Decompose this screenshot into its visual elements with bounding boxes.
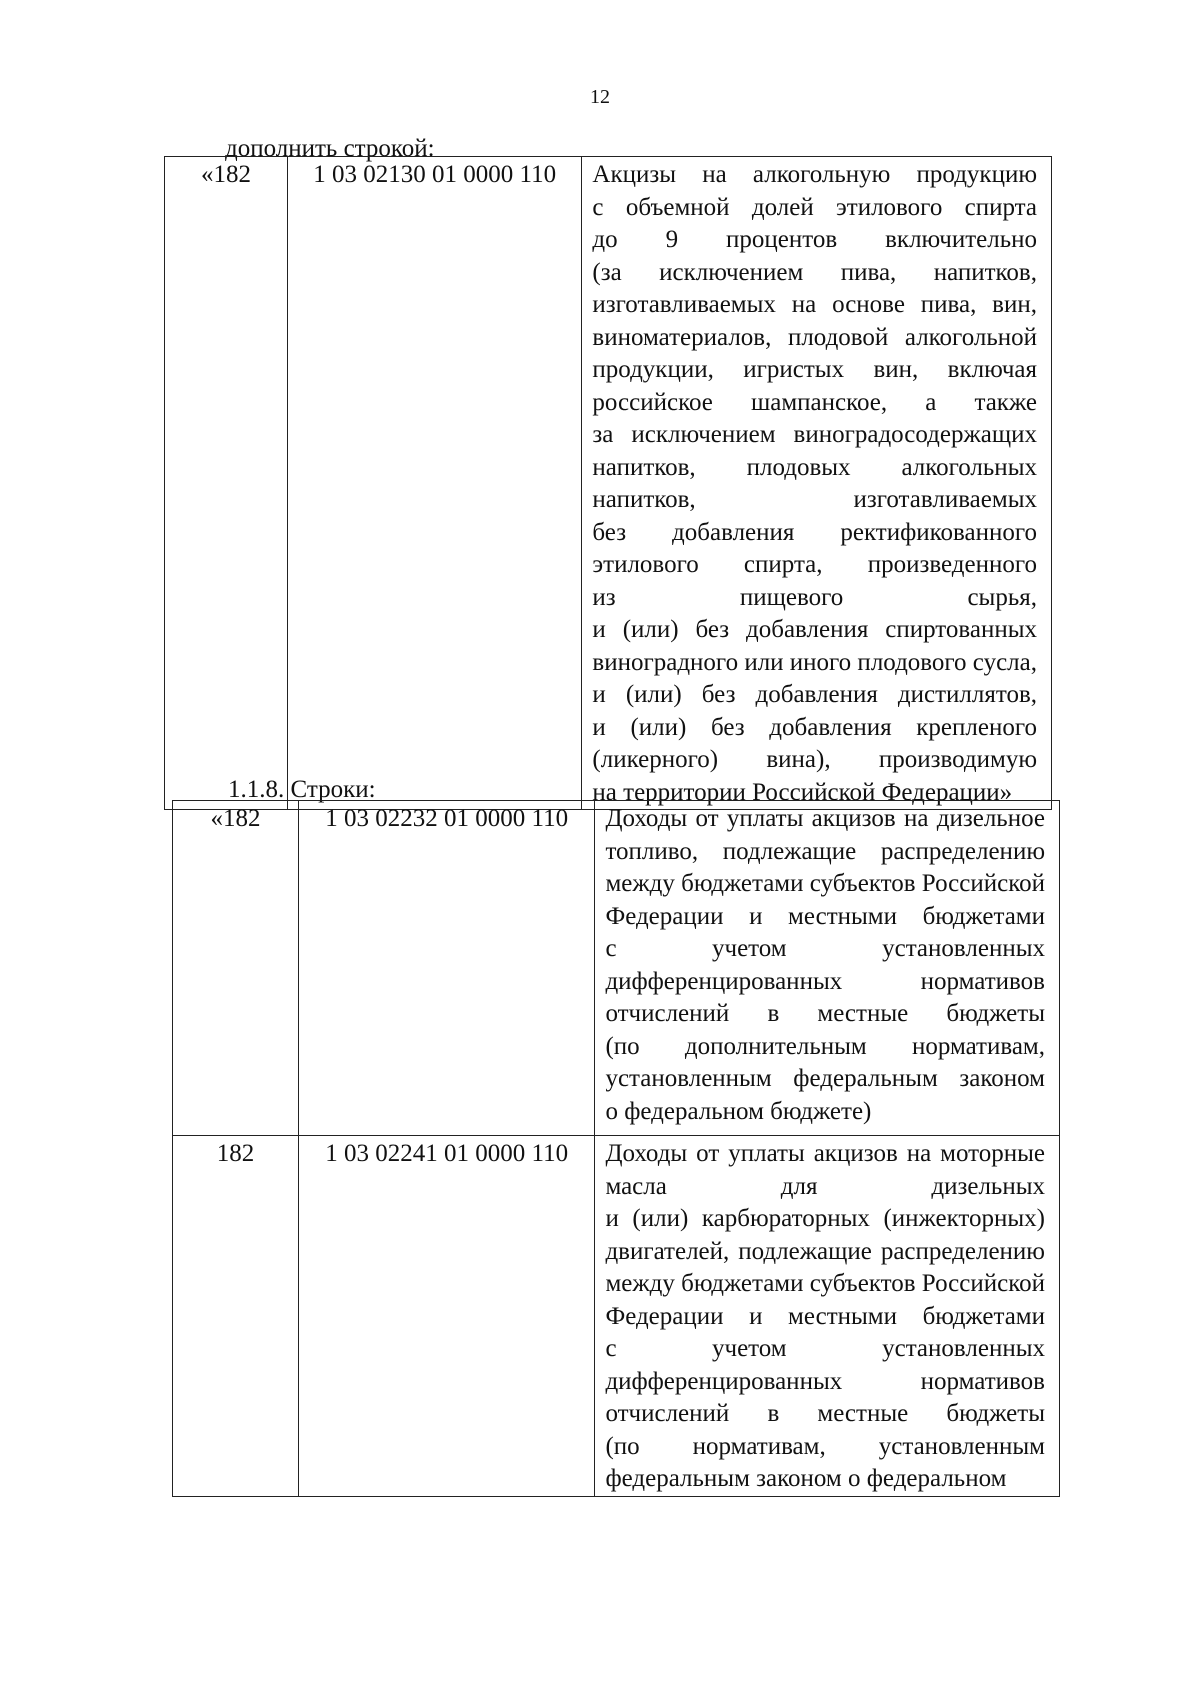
description-line: за исключением виноградосодержащих xyxy=(592,421,1037,448)
income-codes-table-1 xyxy=(164,156,1052,810)
budget-code-cell: 1 03 02232 01 0000 110 xyxy=(298,801,595,1136)
description-line: из пищевого сырья, xyxy=(592,583,1037,611)
description-line: между бюджетами субъектов Российской xyxy=(605,1270,1045,1297)
description-line: о федеральном бюджете) xyxy=(605,1097,872,1125)
description-line: до 9 процентов включительно xyxy=(592,226,1037,253)
description-line: (ликерного) вина), производимую xyxy=(592,746,1037,773)
description-line: дифференцированных нормативов xyxy=(605,967,1045,995)
description-line: Доходы от уплаты акцизов на моторные xyxy=(605,1140,1045,1167)
page-number: 12 xyxy=(590,86,610,108)
description-cell xyxy=(582,157,1052,810)
section-heading: 1.1.8. Строки: xyxy=(228,776,376,803)
description-line: отчислений в местные бюджеты xyxy=(605,1400,1045,1427)
description-line: напитков, плодовых алкогольных xyxy=(592,453,1037,481)
description-line: с объемной долей этилового спирта xyxy=(592,193,1037,221)
description-line: и (или) карбюраторных (инжекторных) xyxy=(605,1205,1045,1232)
description-line: (по нормативам, установленным xyxy=(605,1432,1045,1460)
description-line: с учетом установленных xyxy=(605,1335,1045,1362)
description-line: (по дополнительным нормативам, xyxy=(605,1032,1045,1060)
description-line: российское шампанское, а также xyxy=(592,388,1037,416)
description-line: Доходы от уплаты акцизов на дизельное xyxy=(605,805,1045,832)
description-line: с учетом установленных xyxy=(605,935,1045,962)
description-line: виноматериалов, плодовой алкогольной xyxy=(592,323,1037,351)
income-codes-table-2 xyxy=(172,800,1060,1497)
description-line: напитков, изготавливаемых xyxy=(592,486,1037,513)
description-line: масла для дизельных xyxy=(605,1172,1045,1200)
description-line: Федерации и местными бюджетами xyxy=(605,902,1045,930)
description-line: между бюджетами субъектов Российской xyxy=(605,870,1045,897)
description-cell xyxy=(595,801,1060,1136)
admin-code-cell: 182 xyxy=(173,1136,299,1497)
description-line: изготавливаемых на основе пива, вин, xyxy=(592,291,1037,318)
description-line: виноградного или иного плодового сусла, xyxy=(592,648,1037,676)
description-line: Федерации и местными бюджетами xyxy=(605,1302,1045,1330)
admin-code-cell: «182 xyxy=(165,157,288,810)
description-line: и (или) без добавления спиртованных xyxy=(592,616,1037,643)
description-line: топливо, подлежащие распределению xyxy=(605,837,1045,865)
description-line: установленным федеральным законом xyxy=(605,1065,1045,1092)
description-line: двигателей, подлежащие распределению xyxy=(605,1237,1045,1265)
description-line: без добавления ректификованного xyxy=(592,518,1037,546)
description-line: и (или) без добавления дистиллятов, xyxy=(592,681,1037,708)
description-line: этилового спирта, произведенного xyxy=(592,551,1037,578)
table-row xyxy=(165,157,1052,810)
budget-code-cell: 1 03 02241 01 0000 110 xyxy=(298,1136,595,1497)
description-line: отчислений в местные бюджеты xyxy=(605,1000,1045,1027)
table-row xyxy=(173,801,1060,1136)
description-line: на территории Российской Федерации» xyxy=(592,778,1013,806)
description-cell xyxy=(595,1136,1060,1497)
description-line: дифференцированных нормативов xyxy=(605,1367,1045,1395)
intro-text-append-line: дополнить строкой: xyxy=(225,135,435,162)
description-line: продукции, игристых вин, включая xyxy=(592,356,1037,383)
admin-code-cell: «182 xyxy=(173,801,299,1136)
budget-code-cell: 1 03 02130 01 0000 110 xyxy=(287,157,581,810)
description-line: (за исключением пива, напитков, xyxy=(592,258,1037,286)
description-line: и (или) без добавления крепленого xyxy=(592,713,1037,741)
description-line: Акцизы на алкогольную продукцию xyxy=(592,161,1037,188)
table-row xyxy=(173,1136,1060,1497)
description-line: федеральным законом о федеральном xyxy=(605,1465,1007,1492)
